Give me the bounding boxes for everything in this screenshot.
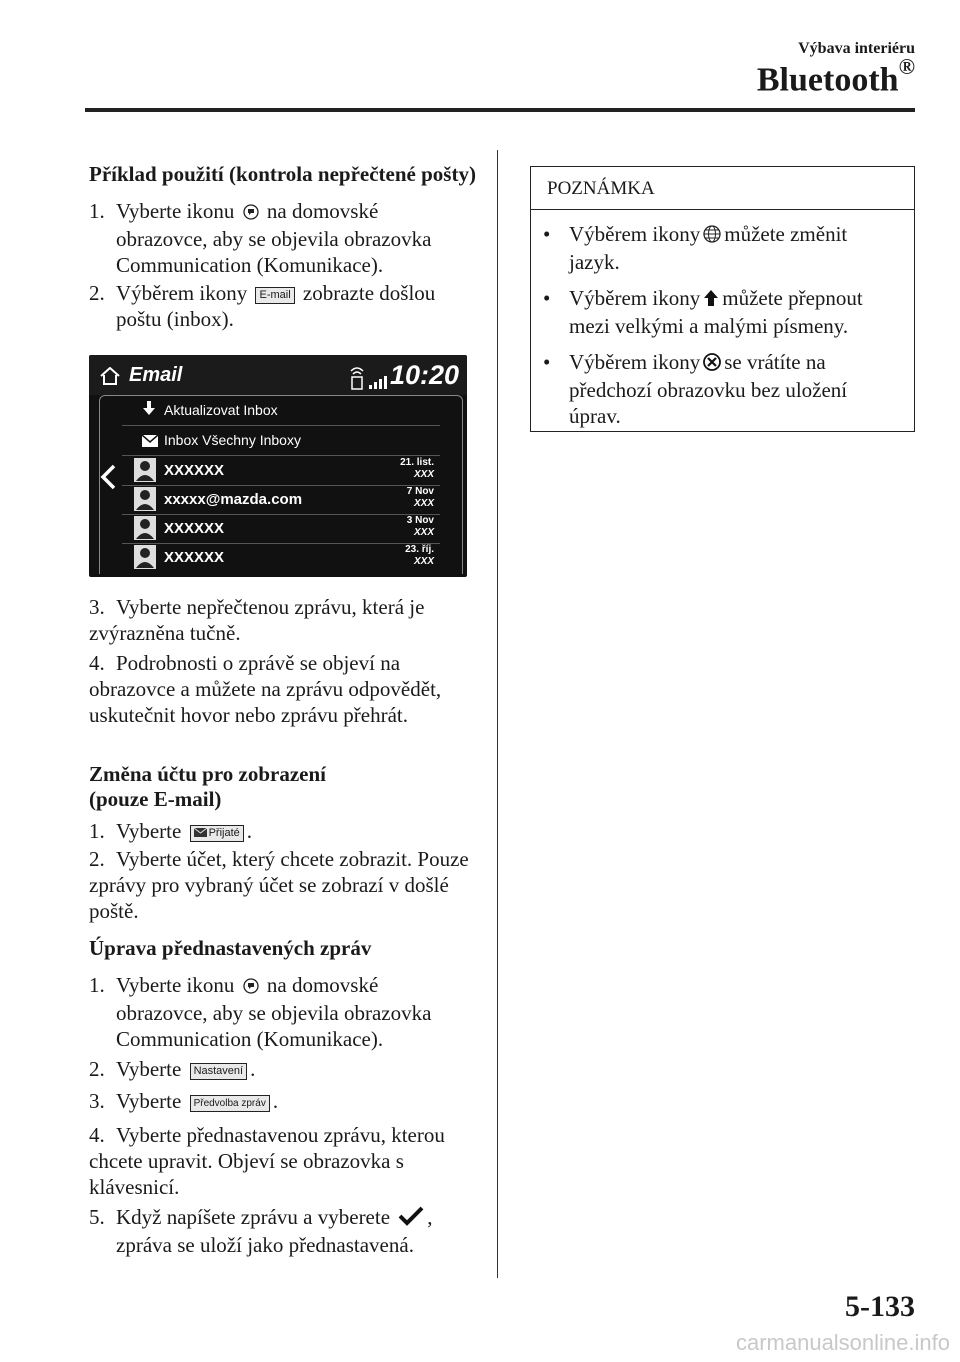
account-step-2 — [89, 846, 484, 924]
step-text: zobrazte došlou — [302, 281, 436, 305]
step-text: Vyberte — [116, 1057, 182, 1081]
step-text: obrazovce, aby se objevila obrazovka Communication (Komunikace). — [116, 227, 432, 278]
watermark: carmanualsonline.info — [735, 1330, 950, 1355]
shift-arrow-icon — [703, 287, 719, 313]
back-arrow-icon[interactable] — [98, 463, 118, 496]
inbox-selector-row[interactable] — [122, 426, 440, 456]
step-text: Vyberte přednastavenou zprávu, kterou chcete upravit. Objeví se obrazovka s klávesnicí. — [89, 1123, 445, 1199]
note-bullet — [543, 349, 903, 429]
section-title: Výbava interiéru — [798, 40, 915, 57]
message-date: 7 Nov — [406, 486, 434, 497]
bullet-text-part: můžete přepnout mezi velkými a malými písmeny. — [569, 286, 863, 339]
step-number: 1. — [89, 199, 105, 223]
step-text: Vyberte nepřečtenou zprávu, která je zvýrazněna tučně. — [89, 595, 425, 645]
avatar — [134, 545, 156, 569]
step-number: 1. — [89, 819, 105, 843]
received-button — [190, 825, 244, 842]
heading-line: Změna účtu pro zobrazení — [89, 762, 327, 786]
bullet-text — [543, 349, 903, 429]
chapter-name: Bluetooth — [756, 61, 899, 99]
example-step-3 — [89, 594, 484, 646]
bullet-dot: • — [543, 286, 551, 310]
message-row[interactable] — [122, 514, 440, 544]
communication-icon — [243, 200, 259, 226]
email-button: E-mail — [255, 287, 294, 304]
message-year: XXX — [413, 527, 434, 538]
step-number: 1. — [89, 973, 105, 997]
step-number: 2. — [89, 1057, 105, 1081]
step-text: Když napíšete zprávu a vyberete — [116, 1205, 391, 1229]
bullet-text-part: můžete změnit jazyk. — [569, 222, 848, 275]
bullet-text — [543, 221, 903, 275]
message-date: 21. list. — [400, 457, 434, 468]
step-number: 5. — [89, 1205, 105, 1229]
note-bullet — [543, 221, 903, 275]
example-step-1 — [89, 198, 484, 278]
preset-step-1 — [89, 972, 484, 1052]
bullet-dot: • — [543, 222, 551, 246]
message-sender: XXXXXX — [164, 462, 225, 479]
preset-step-2 — [89, 1056, 484, 1082]
preset-step-5 — [89, 1204, 484, 1258]
preset-step-4 — [89, 1122, 484, 1200]
account-heading — [89, 762, 326, 812]
step-text: obrazovce, aby se objevila obrazovka Communication (Komunikace). — [116, 1001, 432, 1052]
step-text: zpráva se uloží jako přednastavená. — [116, 1233, 414, 1258]
chapter-title — [756, 54, 915, 99]
bullet-text-part: Výběrem ikony — [569, 222, 701, 246]
envelope-icon — [142, 434, 158, 452]
message-date: 23. říj. — [405, 544, 434, 555]
message-sender: XXXXXX — [164, 520, 225, 537]
bullet-text — [543, 285, 903, 339]
screen-title: Email — [129, 364, 183, 386]
globe-icon — [703, 223, 721, 249]
note-title: POZNÁMKA — [547, 178, 655, 199]
bullet-text-part: se vrátíte na předchozí obrazovku bez uložení úprav. — [569, 350, 848, 429]
home-icon — [99, 367, 121, 390]
example-step-2 — [89, 280, 484, 332]
step-number: 3. — [89, 595, 105, 619]
checkmark-icon — [398, 1206, 424, 1232]
note-box — [530, 166, 915, 432]
step-text: Vyberte ikonu — [116, 973, 235, 997]
column-divider — [497, 150, 498, 1278]
preset-heading: Úprava přednastavených zpráv — [89, 936, 372, 960]
message-year: XXX — [413, 469, 434, 480]
message-row[interactable] — [122, 543, 440, 572]
preset-messages-button: Předvolba zpráv — [190, 1095, 270, 1112]
heading-line: (pouze E-mail) — [89, 787, 222, 811]
header-rule — [85, 108, 915, 112]
message-sender: XXXXXX — [164, 549, 225, 566]
cancel-icon — [703, 351, 721, 377]
message-row[interactable] — [122, 456, 440, 486]
step-text: na domovské — [266, 199, 379, 223]
bullet-text-part: Výběrem ikony — [569, 286, 701, 310]
message-row[interactable] — [122, 485, 440, 515]
settings-button: Nastavení — [190, 1063, 248, 1080]
communication-icon — [243, 974, 259, 1000]
registered-mark: ® — [898, 54, 915, 79]
avatar — [134, 487, 156, 511]
step-text: Vyberte účet, který chcete zobrazit. Pouze zprávy pro vybraný účet se zobrazí v došlé poště. — [89, 847, 469, 923]
message-sender: xxxxx@mazda.com — [164, 491, 303, 508]
step-number: 3. — [89, 1089, 105, 1113]
screen-clock: 10:20 — [389, 360, 459, 390]
step-text: Vyberte ikonu — [116, 199, 235, 223]
message-date: 3 Nov — [406, 515, 434, 526]
message-year: XXX — [413, 498, 434, 509]
step-text: Vyberte — [116, 819, 182, 843]
step-text: . — [250, 1057, 256, 1081]
step-text: Výběrem ikony — [116, 281, 248, 305]
row-label: Inbox Všechny Inboxy — [164, 432, 301, 448]
step-text: . — [246, 819, 252, 843]
step-number: 4. — [89, 1123, 105, 1147]
step-text: Vyberte — [116, 1089, 182, 1113]
step-number: 4. — [89, 651, 105, 675]
button-label: Přijaté — [208, 826, 240, 839]
message-year: XXX — [413, 556, 434, 567]
account-step-1 — [89, 818, 484, 844]
email-screen — [89, 355, 467, 577]
download-icon — [142, 401, 156, 422]
step-number: 2. — [89, 281, 105, 305]
example-heading: Příklad použití (kontrola nepřečtené pošty) — [89, 162, 476, 186]
page-number: 5-133 — [845, 1290, 915, 1323]
preset-step-3 — [89, 1088, 484, 1114]
signal-icon — [347, 363, 391, 396]
step-text: Podrobnosti o zprávě se objeví na obrazovce a můžete na zprávu odpovědět, uskutečnit hovor nebo zprávu přehrát. — [89, 651, 442, 727]
example-step-4 — [89, 650, 484, 728]
row-label: Aktualizovat Inbox — [164, 402, 278, 418]
step-text: na domovské — [266, 973, 379, 997]
step-number: 2. — [89, 847, 105, 871]
update-inbox-row[interactable] — [122, 396, 440, 426]
note-bullet — [543, 285, 903, 339]
avatar — [134, 516, 156, 540]
bullet-text-part: Výběrem ikony — [569, 350, 701, 374]
step-text: poštu (inbox). — [116, 307, 234, 331]
step-text: , — [427, 1205, 433, 1229]
bullet-dot: • — [543, 350, 551, 374]
avatar — [134, 458, 156, 482]
step-text: . — [272, 1089, 279, 1113]
